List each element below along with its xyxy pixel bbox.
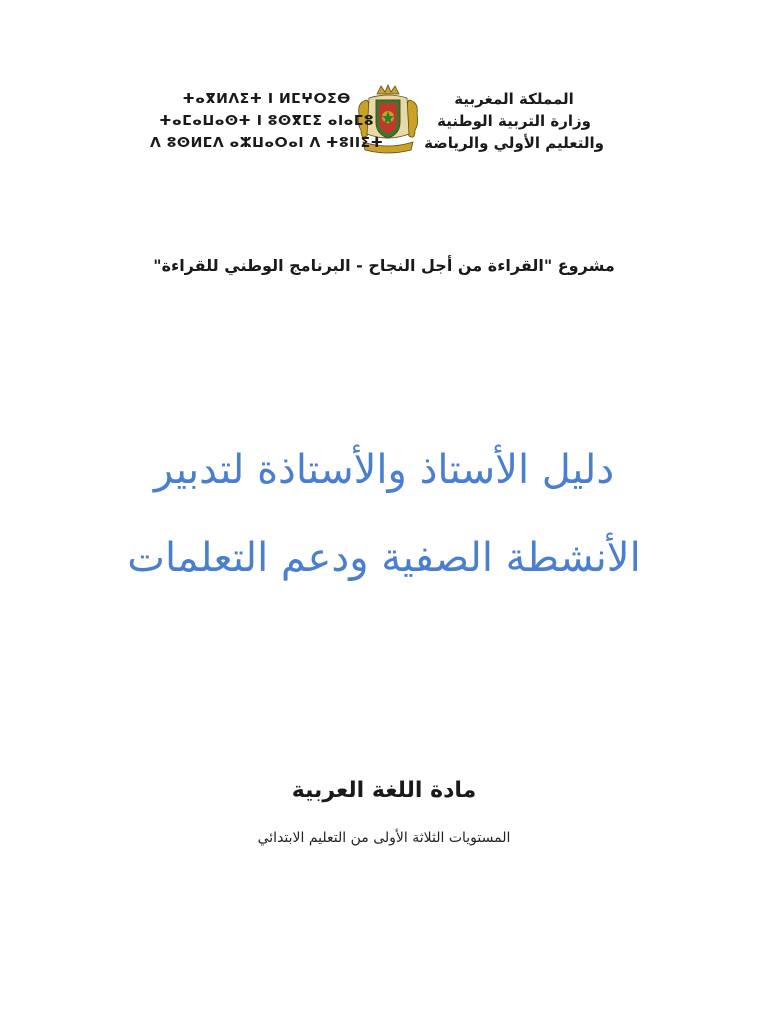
ministry-header-arabic <box>424 88 604 154</box>
document-title-line-2: الأنشطة الصفية ودعم التعلمات <box>127 535 641 581</box>
subject-name: مادة اللغة العربية <box>291 778 477 803</box>
ministry-name-tifinagh: ⵜⴰⵎⴰⵡⴰⵙⵜ ⵏ ⵓⵙⴳⵎⵉ ⴰⵏⴰⵎⵓ <box>159 113 375 129</box>
ministry-subname-arabic: والتعليم الأولي والرياضة <box>424 134 604 152</box>
kingdom-name-arabic: المملكة المغربية <box>454 90 574 108</box>
document-title-line-1: دليل الأستاذ والأستاذة لتدبير <box>153 447 615 493</box>
ministry-name-arabic: وزارة التربية الوطنية <box>437 112 591 130</box>
project-name: مشروع "القراءة من أجل النجاح - البرنامج الوطني للقراءة" <box>153 256 615 275</box>
kingdom-name-tifinagh: ⵜⴰⴳⵍⴷⵉⵜ ⵏ ⵍⵎⵖⵔⵉⴱ <box>182 91 351 107</box>
ministry-header-tifinagh <box>150 88 383 154</box>
school-levels: المستويات الثلاثة الأولى من التعليم الابتدائي <box>257 830 511 846</box>
ministry-subname-tifinagh: ⴷ ⵓⵙⵍⵎⴷ ⴰⵣⵡⴰⵔⴰⵏ ⴷ ⵜⵓⵏⵏⵉⵜ <box>150 135 384 151</box>
